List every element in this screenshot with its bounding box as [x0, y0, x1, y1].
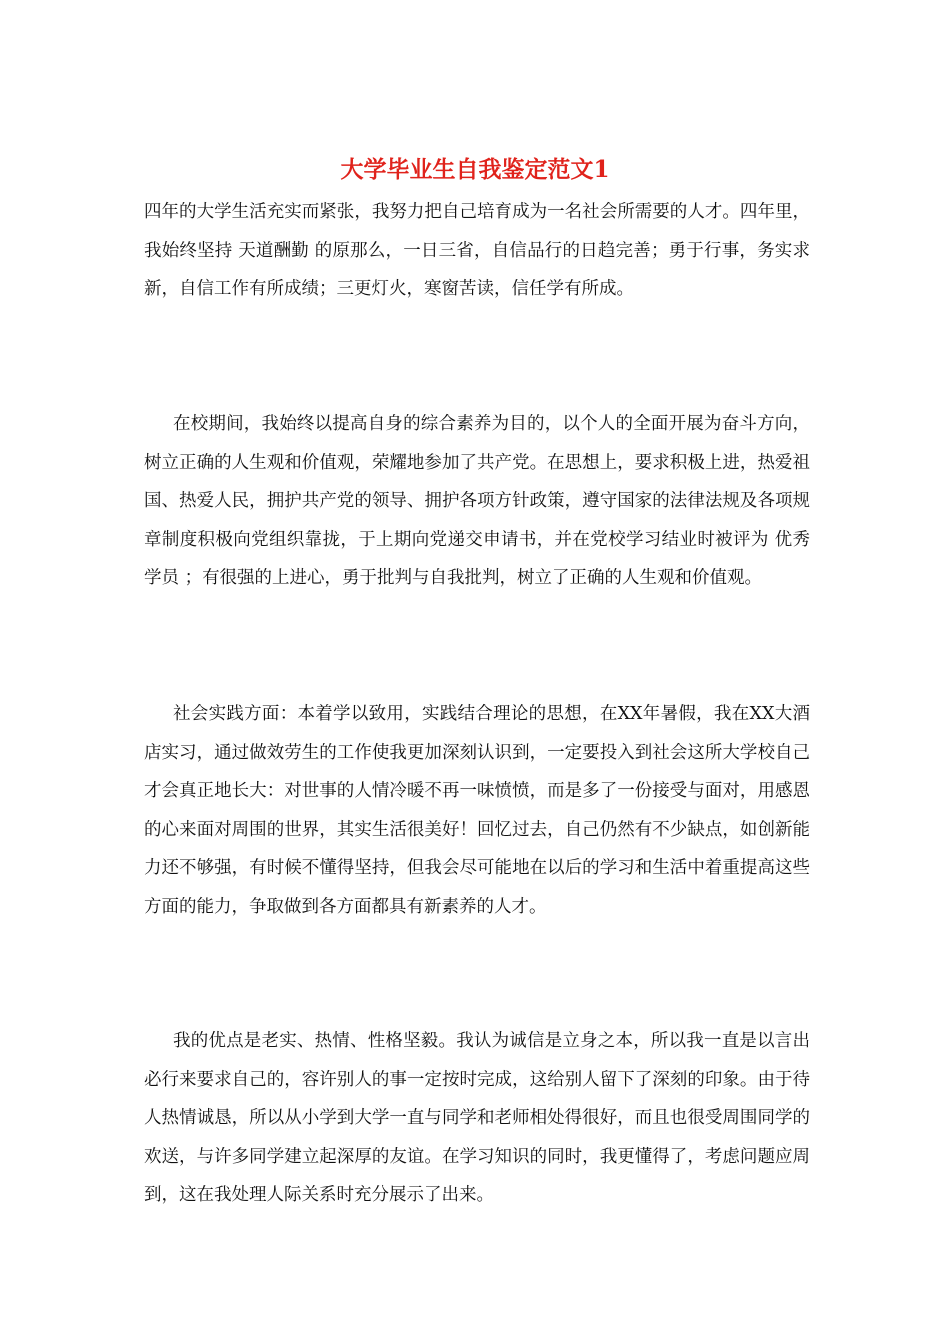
paragraph-strengths: 我的优点是老实、热情、性格坚毅。我认为诚信是立身之本，所以我一直是以言出必行来要求自己的，容许别人的事一定按时完成，这给别人留下了深刻的印象。由于待人热情诚恳，所以从小学到大学一直与同学和老师相处得很好，而且也很受周围同学的欢送，与许多同学建立起深厚的友谊。在学习知识的同时，我更懂得了，考虑问题应周到，这在我处理人际关系时充分展示了出来。 — [144, 1031, 810, 1205]
paragraph-practice: 社会实践方面：本着学以致用，实践结合理论的思想，在XX年暑假，我在XX大酒店实习，通过做效劳生的工作使我更加深刻认识到，一定要投入到社会这所大学校自己才会真正地长大：对世事的人情冷暖不再一味愤愤，而是多了一份接受与面对，用感恩的心来面对周围的世界，其实生活很美好！回忆过去，自己仍然有不少缺点，如创新能力还不够强，有时候不懂得坚持，但我会尽可能地在以后的学习和生活中着重提高这些方面的能力，争取做到各方面都具有新素养的人才。 — [144, 704, 810, 917]
paragraph-school: 在校期间，我始终以提高自身的综合素养为目的，以个人的全面开展为奋斗方向，树立正确的人生观和价值观，荣耀地参加了共产党。在思想上，要求积极上进，热爱祖国、热爱人民，拥护共产党的领导、拥护各项方针政策，遵守国家的法律法规及各项规章制度积极向党组织靠拢，于上期向党递交申请书，并在党校学习结业时被评为 优秀学员 ；有很强的上进心，勇于批判与自我批判，树立了正确的人生观和价值观。 — [144, 414, 810, 588]
paragraph-intro: 四年的大学生活充实而紧张，我努力把自己培育成为一名社会所需要的人才。四年里，我始终坚持 天道酬勤 的原那么，一日三省，自信品行的日趋完善；勇于行事，务实求新，自信工作有所成绩；三更灯火，寒窗苦读，信任学有所成。 — [144, 202, 810, 299]
document-title: 大学毕业生自我鉴定范文1 — [340, 156, 610, 183]
